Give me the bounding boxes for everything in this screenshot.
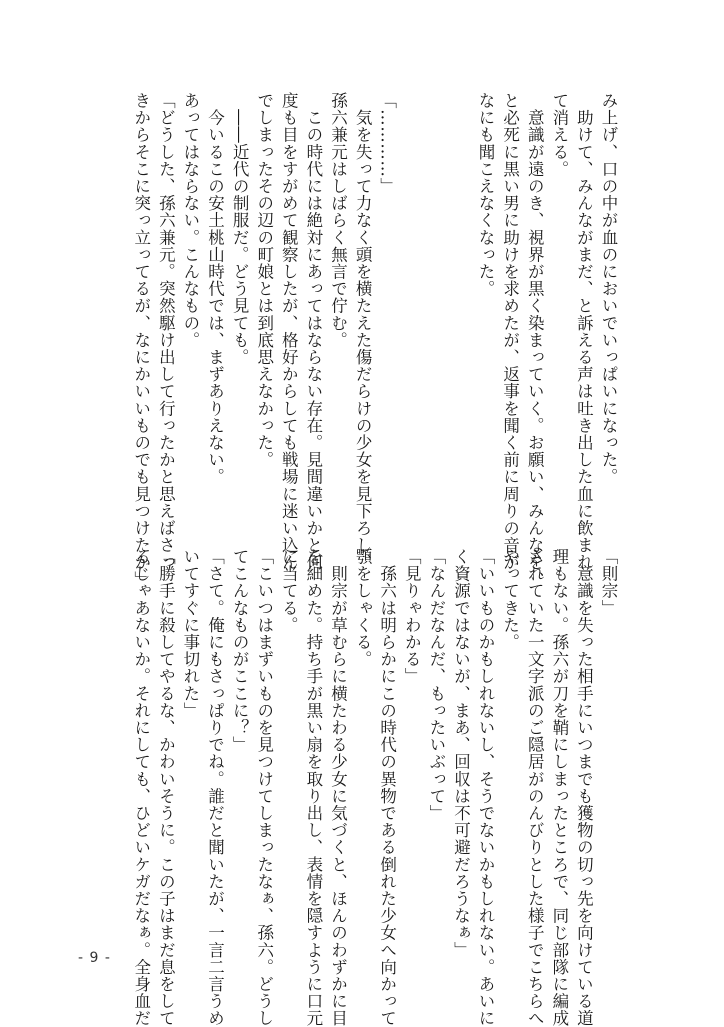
text-line: 気を失って力なく頭を横たえた傷だらけの少女を見下ろし、 bbox=[353, 92, 373, 571]
page-number: - 9 - bbox=[78, 950, 111, 966]
text-line: 顎をしゃくる。 bbox=[353, 548, 373, 668]
text-line: 則宗が草むらに横たわる少女に気づくと、ほんのわずかに目 bbox=[328, 548, 348, 1027]
text-line: 「どうした、孫六兼元。突然駆け出して行ったかと思えばさっ bbox=[156, 92, 176, 571]
text-line: 理もない。孫六が刀を鞘にしまったところで、同じ部隊に編成 bbox=[549, 548, 569, 1027]
text-line: 助けて、みんながまだ、と訴える声は吐き出した血に飲まれ bbox=[574, 92, 594, 571]
text-line: 孫六兼元はしばらく無言で佇む。 bbox=[328, 92, 348, 349]
text-line: ――近代の制服だ。どう見ても。 bbox=[230, 92, 250, 366]
text-line: を細めた。持ち手が黒い扇を取り出し、表情を隠すように口元 bbox=[303, 548, 323, 1027]
text-line: 「…………」 bbox=[377, 92, 397, 195]
blank-line bbox=[423, 92, 448, 512]
text-line: でしまったその辺の町娘とは到底思えなかった。 bbox=[254, 92, 274, 469]
text-line: てこんなものがここに？」 bbox=[230, 548, 250, 754]
text-line: 意識を失った相手にいつまでも獲物の切っ先を向けている道 bbox=[574, 548, 594, 1027]
text-line: 「こいつはまずいものを見つけてしまったなぁ、孫六。どうし bbox=[254, 548, 274, 1027]
text-line: この時代には絶対にあってはならない存在。見間違いかと何 bbox=[303, 92, 323, 571]
text-line: いてすぐに事切れた」 bbox=[180, 548, 200, 719]
text-line: 「いいものかもしれないし、そうでないかもしれない。あいに bbox=[476, 548, 496, 1027]
blank-line bbox=[448, 92, 473, 512]
text-line: るじゃあないか。それにしても、ひどいケガだなぁ。全身血だ bbox=[131, 548, 151, 1027]
text-line: 「勝手に殺してやるな、かわいそうに。この子はまだ息をして bbox=[156, 548, 176, 1027]
text-line: されていた一文字派のご隠居がのんびりとした様子でこちらへ bbox=[525, 548, 545, 1027]
text-line: あってはならない。こんなもの。 bbox=[180, 92, 200, 349]
text-line: 「なんだなんだ、もったいぶって」 bbox=[426, 548, 446, 822]
text-line: み上げ、口の中が血のにおいでいっぱいになった。 bbox=[599, 92, 618, 486]
text-line: 度も目をすがめて観察したが、格好からしても戦場に迷い込ん bbox=[279, 92, 299, 571]
text-line: 孫六は明らかにこの時代の異物である倒れた少女へ向かって bbox=[377, 548, 397, 1027]
text-line: て消える。 bbox=[549, 92, 569, 178]
text-line: やってきた。 bbox=[500, 548, 520, 651]
text-line: 「さて。俺にもさっぱりでね。誰だと聞いたが、一言二言うめ bbox=[205, 548, 225, 1027]
text-line: く資源ではないが、まあ、回収は不可避だろうなぁ」 bbox=[451, 548, 471, 959]
text-line: きからそこに突っ立ってるが、なにかいいものでも見つけたか」 bbox=[131, 92, 151, 588]
text-line: 今いるこの安土桃山時代では、まずありえない。 bbox=[205, 92, 225, 486]
text-line: なにも聞こえなくなった。 bbox=[476, 92, 496, 298]
text-block-bottom bbox=[128, 548, 620, 1027]
text-line: 意識が遠のき、視界が黒く染まっていく。お願い、みんなを、 bbox=[525, 92, 545, 588]
text-line: と必死に黒い男に助けを求めたが、返事を聞く前に周りの音が bbox=[500, 92, 520, 571]
text-line: 「則宗」 bbox=[599, 548, 618, 617]
text-line: 「見りゃわかる」 bbox=[402, 548, 422, 685]
blank-line bbox=[399, 92, 424, 512]
text-line: に当てる。 bbox=[279, 548, 299, 634]
